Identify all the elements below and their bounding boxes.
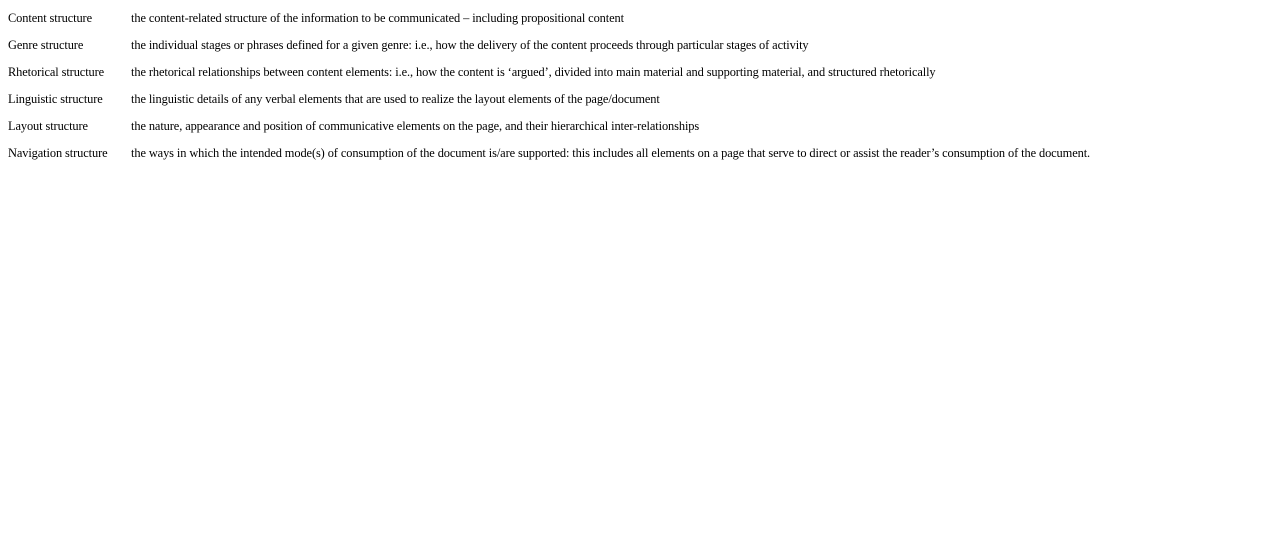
term-cell: Genre structure xyxy=(8,38,84,52)
definitions-table xyxy=(8,9,1090,171)
term-cell: Navigation structure xyxy=(8,146,108,160)
definition-cell: the content-related structure of the information to be communicated – including propositional content xyxy=(131,11,624,25)
table-row xyxy=(8,63,1090,90)
document-body xyxy=(8,9,1260,171)
definition-cell: the nature, appearance and position of communicative elements on the page, and their hierarchical inter-relationships xyxy=(131,119,700,133)
term-cell: Linguistic structure xyxy=(8,92,103,106)
table-row xyxy=(8,90,1090,117)
definition-cell: the individual stages or phrases defined for a given genre: i.e., how the delivery of the content proceeds through particular stages of activity xyxy=(131,38,809,52)
definition-cell: the linguistic details of any verbal elements that are used to realize the layout elements of the page/document xyxy=(131,92,660,106)
definition-cell: the rhetorical relationships between content elements: i.e., how the content is ‘argued’, divided into main material and supporting material, and structured rhetorically xyxy=(131,65,936,79)
table-row xyxy=(8,36,1090,63)
term-cell: Rhetorical structure xyxy=(8,65,105,79)
term-cell: Content structure xyxy=(8,11,92,25)
definition-cell: the ways in which the intended mode(s) of consumption of the document is/are supported: this includes all elements on a page that serve to direct or assist the reader’s consumption of the document. xyxy=(131,146,1091,160)
table-row xyxy=(8,117,1090,144)
term-cell: Layout structure xyxy=(8,119,88,133)
table-row xyxy=(8,144,1090,171)
table-row xyxy=(8,9,1090,36)
